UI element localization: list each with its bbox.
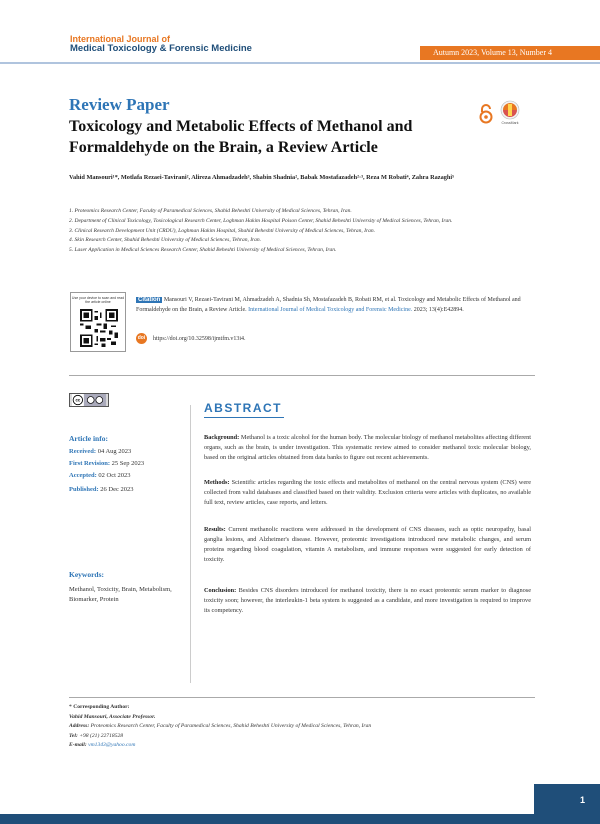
page-header	[0, 0, 600, 62]
column-divider	[190, 405, 191, 683]
article-title: Toxicology and Metabolic Effects of Methanol and Formaldehyde on the Brain, a Review Article	[69, 118, 413, 156]
conclusion-text: Besides CNS disorders introduced for methanol toxicity, there is no exact proteomic serum marker to diagnose toxicity soon; however, the interleukin-1 beta system is suggested as a candidate, and more investigation is required to improve its competency.	[204, 587, 531, 614]
address-text: Proteomics Research Center, Faculty of Paramedical Sciences, Shahid Beheshti University of Medical Sciences, Tehran, Iran	[90, 723, 372, 730]
methods-label: Methods:	[204, 479, 230, 486]
crossmark-icon[interactable]	[499, 100, 521, 126]
affiliation-item: 2. Department of Clinical Toxicology, Toxicological Research Center, Loghman Hakim Hospital Poison Center, Shahid Beheshti University of Medical Sciences, Tehran, Iran.	[69, 217, 453, 224]
article-type: Review Paper	[69, 95, 170, 114]
published-row	[69, 486, 133, 493]
affiliation-item: 4. Skin Research Center, Shahid Beheshti University of Medical Sciences, Tehran, Iran.	[69, 237, 262, 244]
affiliation-item: 3. Clinical Research Development Unit (CRDU), Loghman Hakim Hospital, Shahid Beheshti University of Medical Sciences, Tehran, Iran.	[69, 227, 376, 234]
affiliation-item: 1. Proteomics Research Center, Faculty of Paramedical Sciences, Shahid Beheshti University of Medical Sciences, Tehran, Iran.	[69, 208, 352, 214]
background-label: Background:	[204, 434, 240, 441]
author-list: Vahid Mansouri¹*, Motlafa Rezaei-Tavirani², Alireza Ahmadzadeh³, Shabin Shadnia², Babak Mostafazadeh²·³, Reza M Robati⁴, Zahra Razaghi⁵	[69, 174, 455, 181]
svg-text:cc: cc	[75, 397, 81, 403]
email-link[interactable]: vm1343@yahoo.com	[88, 742, 136, 749]
abstract-methods	[204, 478, 531, 508]
citation-text: Mansouri V, Rezaei-Tavirani M, Ahmadzadeh A, Shadnia Sh, Mostafazadeh B, Robati RM, et al. Toxicology and Metabolic Effects of Methanol and Formaldehyde on the Brain, a Review Article.	[136, 297, 521, 313]
abstract-background	[204, 433, 531, 463]
keywords-heading: Keywords:	[69, 570, 104, 579]
tel-text: +98 (21) 22718528	[79, 732, 124, 739]
citation-label: Citation	[138, 297, 161, 303]
accepted-date: 02 Oct 2023	[98, 472, 131, 479]
revision-date: 25 Sep 2023	[111, 460, 145, 467]
received-date: 04 Aug 2023	[97, 448, 132, 455]
corresponding-name: Vahid Mansouri, Associate Professor.	[69, 713, 156, 720]
citation-reference: 2023; 13(4):E42894.	[413, 306, 464, 313]
citation-journal-link[interactable]: International Journal of Medical Toxicology and Forensic Medicine.	[248, 306, 413, 313]
qr-caption: Use your device to scan and read the article online	[71, 296, 125, 304]
footer-band	[0, 814, 600, 824]
qr-code-box	[70, 292, 126, 352]
doi-link[interactable]: https://doi.org/10.32598/ijmtfm.v13i4.	[153, 335, 246, 342]
svg-text:CrossMark: CrossMark	[501, 121, 519, 125]
abstract-conclusion	[204, 586, 531, 616]
methods-text: Scientific articles regarding the toxic effects and metabolites of methanol on the central nervous system (CNS) were collected from valid databases and classified based on their validity. Exclusion criteria were articles with duplicates, no available full text, review articles, case reports, and letters.	[204, 479, 532, 506]
header-divider	[0, 62, 600, 64]
accepted-label: Accepted:	[69, 472, 97, 479]
abstract-underline	[204, 417, 284, 418]
email-label: E-mail:	[69, 742, 87, 749]
affiliation-item: 5. Laser Application in Medical Sciences Research Center, Shahid Beheshti University of Medical Sciences, Tehran, Iran.	[69, 247, 337, 254]
conclusion-label: Conclusion:	[204, 587, 237, 594]
corresponding-heading: * Corresponding Author:	[69, 704, 130, 710]
journal-name-line1: International Journal of	[70, 34, 171, 44]
received-label: Received:	[69, 448, 97, 455]
journal-name-line2: Medical Toxicology & Forensic Medicine	[70, 43, 252, 54]
footer-divider	[69, 697, 535, 698]
tel-label: Tel:	[69, 732, 78, 739]
background-text: Methanol is a toxic alcohol for the human body. The molecular biology of methanol metabolites affecting different organs, such as the brain, is under investigation. This systematic review aimed to consider methanol toxic molecular biology, based on the original articles obtained from data banks to figure out recent achievements.	[204, 434, 532, 461]
abstract-results	[204, 525, 531, 565]
results-text: Current methanolic reactions were addressed in the development of CNS diseases, such as optic neuropathy, basal ganglia lesions, and Alzheimer's disease. However, proteomic investigations introduced new metabolic changes, and serum proteins regarding blood coagulation, vitamin A metabolism, and immune responses were suggested for early detection of toxicity.	[204, 526, 531, 563]
accepted-row	[69, 472, 131, 479]
page-number: 1	[534, 784, 600, 824]
results-label: Results:	[204, 526, 226, 533]
revision-label: First Revision:	[69, 460, 110, 467]
published-label: Published:	[69, 486, 99, 493]
address-label: Address:	[69, 723, 90, 730]
doi-icon: doi	[136, 333, 147, 344]
section-divider	[69, 375, 535, 376]
corresponding-author	[69, 703, 509, 751]
revision-row	[69, 460, 144, 467]
abstract-heading: ABSTRACT	[204, 401, 282, 415]
issue-label: Autumn 2023, Volume 13, Number 4	[420, 46, 600, 60]
doi-line	[136, 333, 246, 344]
published-date: 26 Dec 2023	[100, 486, 134, 493]
journal-name	[70, 35, 252, 53]
citation-block	[136, 296, 529, 315]
article-info-heading: Article info:	[69, 434, 108, 443]
open-access-icon	[478, 104, 494, 124]
creative-commons-icon[interactable]	[69, 393, 109, 407]
qr-code-icon[interactable]	[80, 309, 118, 347]
received-row	[69, 448, 131, 455]
affiliations	[69, 207, 529, 256]
keywords-text: Methanol, Toxicity, Brain, Metabolism, Biomarker, Protein	[69, 586, 172, 603]
